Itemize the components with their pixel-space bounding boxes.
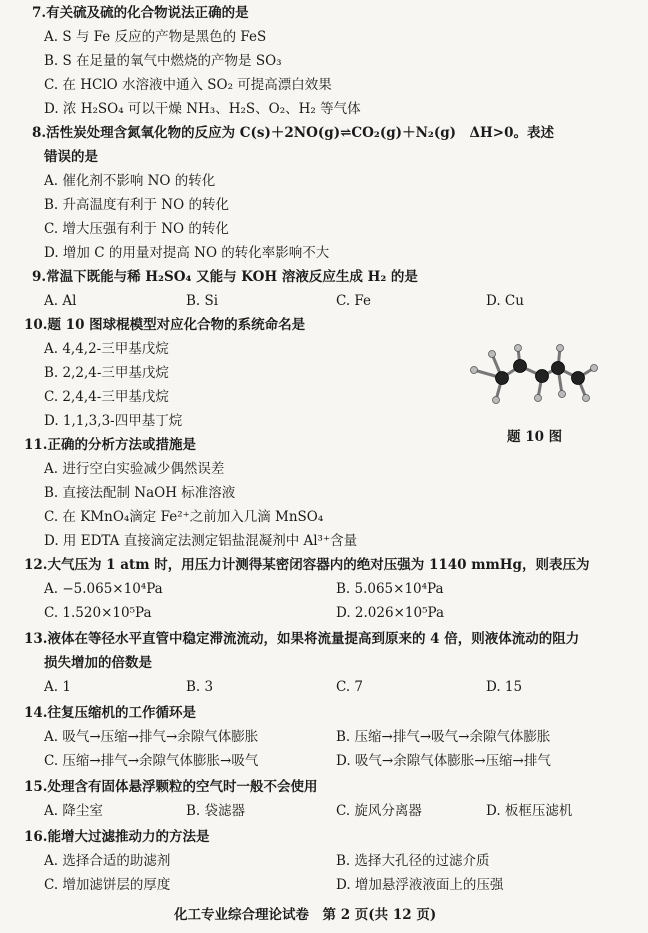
question-10-option-a: A. 4,4,2-三甲基戊烷: [44, 341, 169, 357]
question-13-option-c: C. 7: [336, 679, 364, 695]
question-11-option-b: B. 直接法配制 NaOH 标准溶液: [44, 485, 236, 501]
question-16-option-a: A. 选择合适的助滤剂: [44, 853, 171, 869]
question-9-option-b: B. Si: [186, 293, 219, 309]
question-7-option-c: C. 在 HClO 水溶液中通入 SO₂ 可提高漂白效果: [44, 77, 332, 93]
question-11-option-d: D. 用 EDTA 直接滴定法测定铝盐混凝剂中 Al³⁺含量: [44, 533, 358, 549]
question-16-option-b: B. 选择大孔径的过滤介质: [336, 853, 490, 869]
question-7-option-b: B. S 在足量的氧气中燃烧的产物是 SO₃: [44, 53, 282, 69]
question-11-option-c: C. 在 KMnO₄滴定 Fe²⁺之前加入几滴 MnSO₄: [44, 509, 324, 525]
question-12-option-b: B. 5.065×10⁴Pa: [336, 581, 444, 597]
question-12-stem: 12.大气压为 1 atm 时，用压力计测得某密闭容器内的绝对压强为 1140 mmHg，则表压为: [24, 557, 590, 573]
question-14-option-d: D. 吸气→余隙气体膨胀→压缩→排气: [336, 753, 551, 769]
question-16-stem: 16.能增大过滤推动力的方法是: [24, 829, 210, 845]
question-13-stem: 13.液体在等径水平直管中稳定滞流流动，如果将流量提高到原来的 4 倍，则液体流动的阻力: [24, 631, 580, 647]
question-12-option-a: A. −5.065×10⁴Pa: [44, 581, 163, 597]
question-16-option-d: D. 增加悬浮液液面上的压强: [336, 877, 504, 893]
question-13-stem-cont: 损失增加的倍数是: [44, 655, 152, 671]
question-8-option-c: C. 增大压强有利于 NO 的转化: [44, 221, 229, 237]
question-8-option-d: D. 增加 C 的用量对提高 NO 的转化率影响不大: [44, 245, 330, 261]
question-8-option-b: B. 升高温度有利于 NO 的转化: [44, 197, 229, 213]
question-14-option-b: B. 压缩→排气→吸气→余隙气体膨胀: [336, 729, 551, 745]
question-8-stem: 8.活性炭处理含氮氧化物的反应为 C(s)＋2NO(g)⇌CO₂(g)＋N₂(g) ΔH>0。表述: [32, 125, 554, 141]
question-10-option-b: B. 2,2,4-三甲基戊烷: [44, 365, 169, 381]
page-footer: 化工专业综合理论试卷 第 2 页(共 12 页): [174, 907, 437, 923]
question-9-option-d: D. Cu: [486, 293, 524, 309]
question-13-option-a: A. 1: [44, 679, 71, 695]
question-14-option-c: C. 压缩→排气→余隙气体膨胀→吸气: [44, 753, 259, 769]
question-8-option-a: A. 催化剂不影响 NO 的转化: [44, 173, 216, 189]
question-15-option-a: A. 降尘室: [44, 803, 103, 819]
figure-10-caption: 题 10 图: [507, 429, 563, 445]
ball-and-stick-model-figure: [462, 338, 602, 418]
question-11-stem: 11.正确的分析方法或措施是: [24, 437, 196, 453]
question-15-option-d: D. 板框压滤机: [486, 803, 573, 819]
question-16-option-c: C. 增加滤饼层的厚度: [44, 877, 171, 893]
question-8-stem-cont: 错误的是: [44, 149, 98, 165]
question-15-option-b: B. 袋滤器: [186, 803, 246, 819]
question-10-stem: 10.题 10 图球棍模型对应化合物的系统命名是: [24, 317, 306, 333]
question-13-option-d: D. 15: [486, 679, 523, 695]
question-11-option-a: A. 进行空白实验减少偶然误差: [44, 461, 225, 477]
question-10-option-c: C. 2,4,4-三甲基戊烷: [44, 389, 169, 405]
question-12-option-c: C. 1.520×10⁵Pa: [44, 605, 152, 621]
question-9-option-c: C. Fe: [336, 293, 372, 309]
question-9-stem: 9.常温下既能与稀 H₂SO₄ 又能与 KOH 溶液反应生成 H₂ 的是: [32, 269, 418, 285]
question-7-option-a: A. S 与 Fe 反应的产物是黑色的 FeS: [44, 29, 267, 45]
question-15-option-c: C. 旋风分离器: [336, 803, 422, 819]
question-9-option-a: A. Al: [44, 293, 77, 309]
question-12-option-d: D. 2.026×10⁵Pa: [336, 605, 444, 621]
question-7-option-d: D. 浓 H₂SO₄ 可以干燥 NH₃、H₂S、O₂、H₂ 等气体: [44, 101, 361, 117]
question-7-stem: 7.有关硫及硫的化合物说法正确的是: [32, 5, 249, 21]
question-14-option-a: A. 吸气→压缩→排气→余隙气体膨胀: [44, 729, 259, 745]
question-13-option-b: B. 3: [186, 679, 214, 695]
question-14-stem: 14.往复压缩机的工作循环是: [24, 705, 196, 721]
question-15-stem: 15.处理含有固体悬浮颗粒的空气时一般不会使用: [24, 779, 318, 795]
question-10-option-d: D. 1,1,3,3-四甲基丁烷: [44, 413, 183, 429]
